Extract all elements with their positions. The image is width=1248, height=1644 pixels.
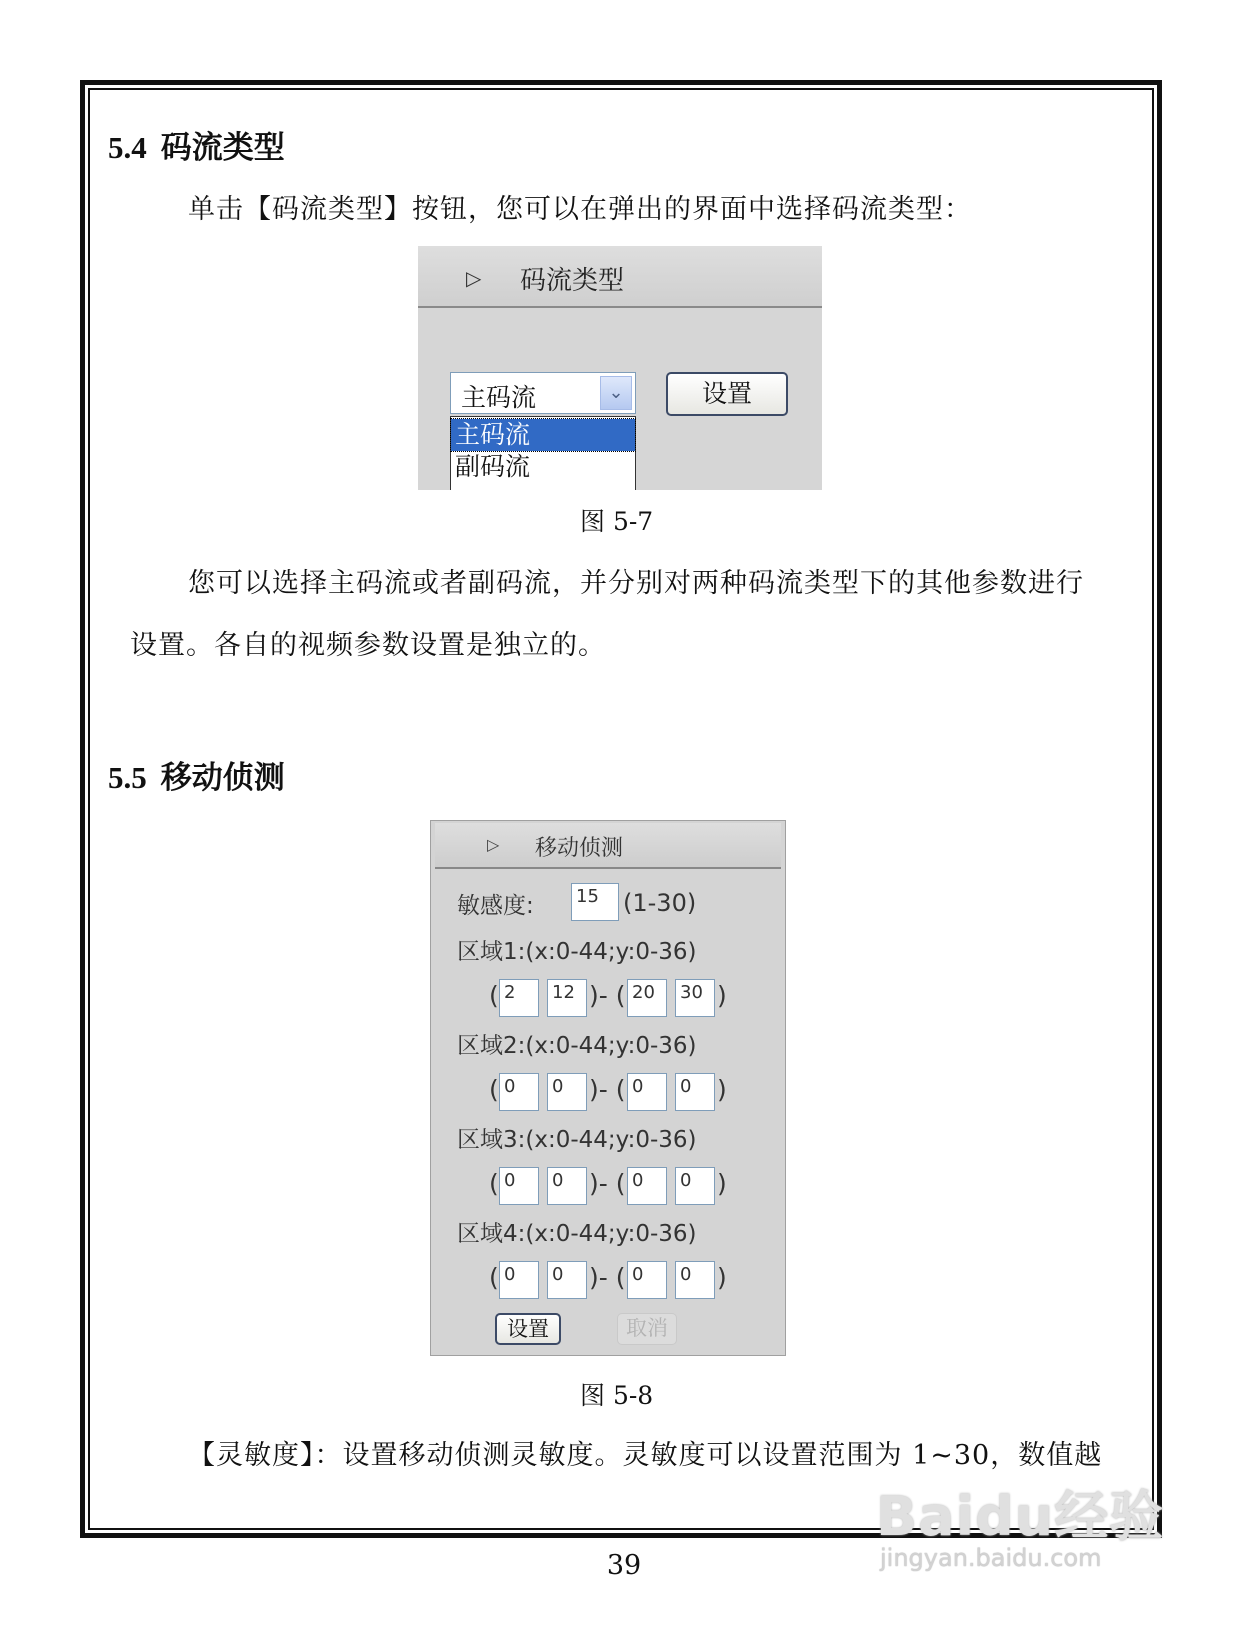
paragraph-sensitivity: 【灵敏度】：设置移动侦测灵敏度。灵敏度可以设置范围为 1~30，数值越 — [188, 1440, 1103, 1471]
section-heading-5-5 — [108, 752, 285, 797]
close-paren: ) — [717, 1169, 727, 1198]
open-paren: ( — [489, 981, 499, 1010]
region-1-y2-input[interactable]: 30 — [675, 979, 715, 1017]
region-1-x1-input[interactable]: 2 — [499, 979, 539, 1017]
region-1-label: 区域1:(x:0-44;y:0-36) — [457, 939, 697, 965]
sensitivity-range: (1-30) — [623, 889, 697, 917]
sensitivity-input[interactable]: 15 — [571, 883, 619, 921]
stream-type-select[interactable] — [450, 372, 636, 414]
panel-title: 码流类型 — [520, 266, 625, 296]
region-3-y1-input[interactable]: 0 — [547, 1167, 587, 1205]
figure-caption-5-7: 图 5-7 — [580, 507, 654, 536]
cancel-button[interactable]: 取消 — [617, 1313, 677, 1345]
region-1-y1-input[interactable]: 12 — [547, 979, 587, 1017]
dropdown-option-sub[interactable]: 副码流 — [455, 452, 531, 481]
section-title: 码流类型 — [160, 130, 285, 166]
region-3-y2-input[interactable]: 0 — [675, 1167, 715, 1205]
panel-header — [418, 246, 822, 308]
region-2-label: 区域2:(x:0-44;y:0-36) — [457, 1033, 697, 1059]
figure-motion-detection — [430, 820, 786, 1356]
select-value: 主码流 — [461, 383, 537, 412]
dropdown-list — [450, 416, 636, 490]
paragraph-body-2: 设置。各自的视频参数设置是独立的。 — [130, 630, 606, 661]
section-number: 5.4 — [108, 130, 147, 165]
set-button[interactable]: 设置 — [495, 1313, 561, 1345]
range-separator: )- ( — [589, 981, 626, 1010]
region-2-x1-input[interactable]: 0 — [499, 1073, 539, 1111]
sensitivity-label: 敏感度: — [457, 893, 534, 919]
panel-header — [435, 823, 781, 869]
watermark-url: jingyan.baidu.com — [880, 1544, 1102, 1572]
section-title: 移动侦测 — [160, 760, 285, 796]
close-paren: ) — [717, 1075, 727, 1104]
close-paren: ) — [717, 1263, 727, 1292]
region-3-label: 区域3:(x:0-44;y:0-36) — [457, 1127, 697, 1153]
region-1-x2-input[interactable]: 20 — [627, 979, 667, 1017]
figure-stream-type — [418, 246, 822, 490]
region-4-y1-input[interactable]: 0 — [547, 1261, 587, 1299]
paragraph-body-1: 您可以选择主码流或者副码流，并分别对两种码流类型下的其他参数进行 — [188, 568, 1084, 599]
region-2-y2-input[interactable]: 0 — [675, 1073, 715, 1111]
dropdown-option-main[interactable]: 主码流 — [451, 419, 635, 451]
section-number: 5.5 — [108, 760, 147, 795]
region-4-y2-input[interactable]: 0 — [675, 1261, 715, 1299]
open-paren: ( — [489, 1263, 499, 1292]
range-separator: )- ( — [589, 1263, 626, 1292]
region-3-x1-input[interactable]: 0 — [499, 1167, 539, 1205]
panel-title: 移动侦测 — [535, 836, 624, 861]
open-paren: ( — [489, 1169, 499, 1198]
range-separator: )- ( — [589, 1169, 626, 1198]
region-4-x2-input[interactable]: 0 — [627, 1261, 667, 1299]
region-2-x2-input[interactable]: 0 — [627, 1073, 667, 1111]
watermark-brand: Baidu经验 — [876, 1485, 1165, 1548]
page-number: 39 — [606, 1550, 642, 1581]
set-button[interactable]: 设置 — [666, 372, 788, 416]
section-heading-5-4 — [108, 122, 285, 167]
figure-caption-5-8: 图 5-8 — [580, 1381, 654, 1410]
watermark — [876, 1474, 1176, 1584]
paragraph-intro: 单击【码流类型】按钮，您可以在弹出的界面中选择码流类型： — [188, 194, 972, 225]
range-separator: )- ( — [589, 1075, 626, 1104]
region-2-y1-input[interactable]: 0 — [547, 1073, 587, 1111]
close-paren: ) — [717, 981, 727, 1010]
region-3-x2-input[interactable]: 0 — [627, 1167, 667, 1205]
open-paren: ( — [489, 1075, 499, 1104]
region-4-label: 区域4:(x:0-44;y:0-36) — [457, 1221, 697, 1247]
chevron-down-icon[interactable]: ⌄ — [600, 376, 632, 410]
triangle-right-icon: ▷ — [487, 835, 500, 854]
region-4-x1-input[interactable]: 0 — [499, 1261, 539, 1299]
triangle-right-icon: ▷ — [466, 266, 482, 290]
